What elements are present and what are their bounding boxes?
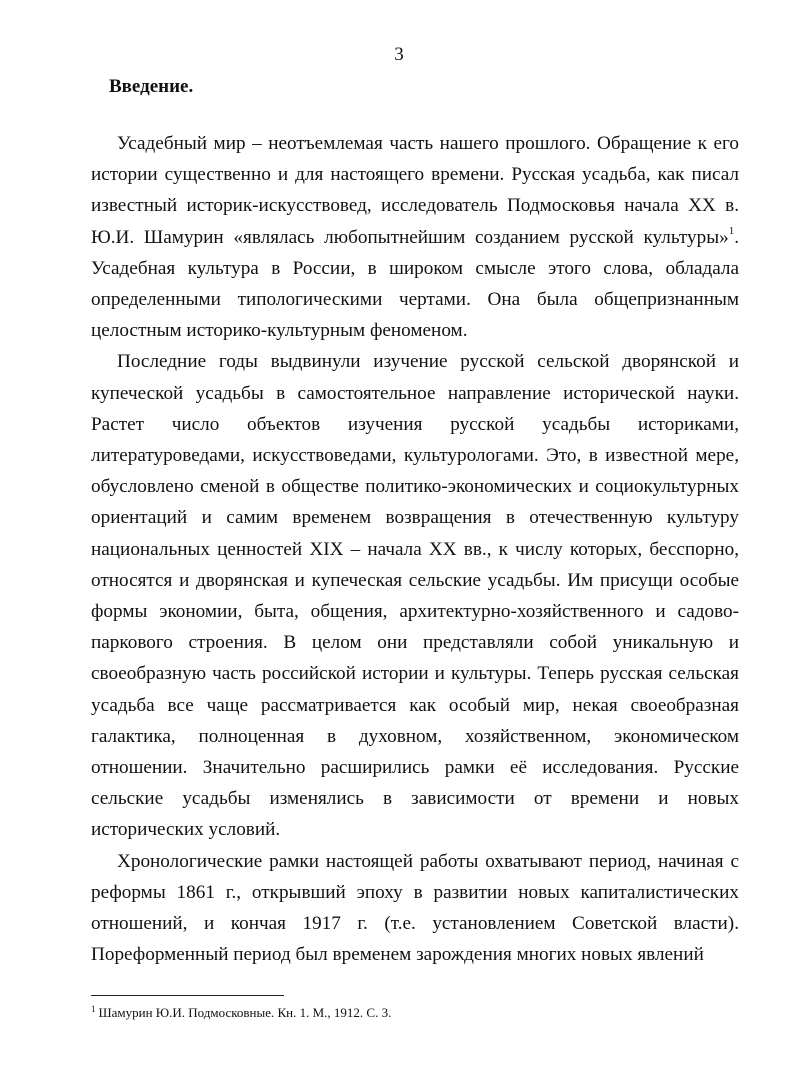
footnote-mark: 1	[91, 1004, 96, 1014]
paragraph-1-text-continued: . Усадебная культура в России, в широком смысле этого слова, обладала определенными типологическими чертами. Она была общепризнанным целостным историко-культурным феноменом.	[91, 226, 739, 342]
paragraph-3: Хронологические рамки настоящей работы охватывают период, начиная с реформы 1861 г., открывший эпоху в развитии новых капиталистических отношений, и кончая 1917 г. (т.е. установлением Советской власти). Пореформенный период был временем зарождения многих новых явлений	[91, 850, 739, 966]
section-heading: Введение.	[109, 76, 194, 97]
footnote	[91, 1005, 391, 1021]
paragraph-1	[91, 128, 739, 346]
footnote-reference: 1	[728, 224, 735, 237]
footnote-separator	[91, 995, 284, 996]
body-text	[91, 128, 739, 970]
footnote-text: Шамурин Ю.И. Подмосковные. Кн. 1. М., 1912. С. 3.	[98, 1005, 392, 1020]
paragraph-1-text: Усадебный мир – неотъемлемая часть нашего прошлого. Обращение к его истории существенно и для настоящего времени. Русская усадьба, как писал известный историк-искусствовед, исследователь Подмосковья начала XX в. Ю.И. Шамурин «являлась любопытнейшим созданием русской культуры»	[91, 133, 739, 248]
paragraph-2: Последние годы выдвинули изучение русской сельской дворянской и купеческой усадьбы в самостоятельное направление исторической науки. Растет число объектов изучения русской усадьбы историками, литературоведами, искусствоведами, культурологами. Это, в известной мере, обусловлено сменой в обществе политико-экономических и социокультурных ориентаций и самим временем возвращения в отечественную культуру национальных ценностей XIX – начала XX вв., к числу которых, бесспорно, относятся и дворянская и купеческая сельские усадьбы. Им присущи особые формы экономии, быта, общения, архитектурно-хозяйственного и садово-паркового строения. В целом они представляли собой уникальную и своеобразную часть российской истории и культуры. Теперь русская сельская усадьба все чаще рассматривается как особый мир, некая своеобразная галактика, полноценная в духовном, хозяйственном, экономическом отношении. Значительно расширились рамки её исследования. Русские сельские усадьбы изменялись в зависимости от времени и новых исторических условий.	[91, 351, 739, 841]
page-number: 3	[394, 44, 404, 65]
